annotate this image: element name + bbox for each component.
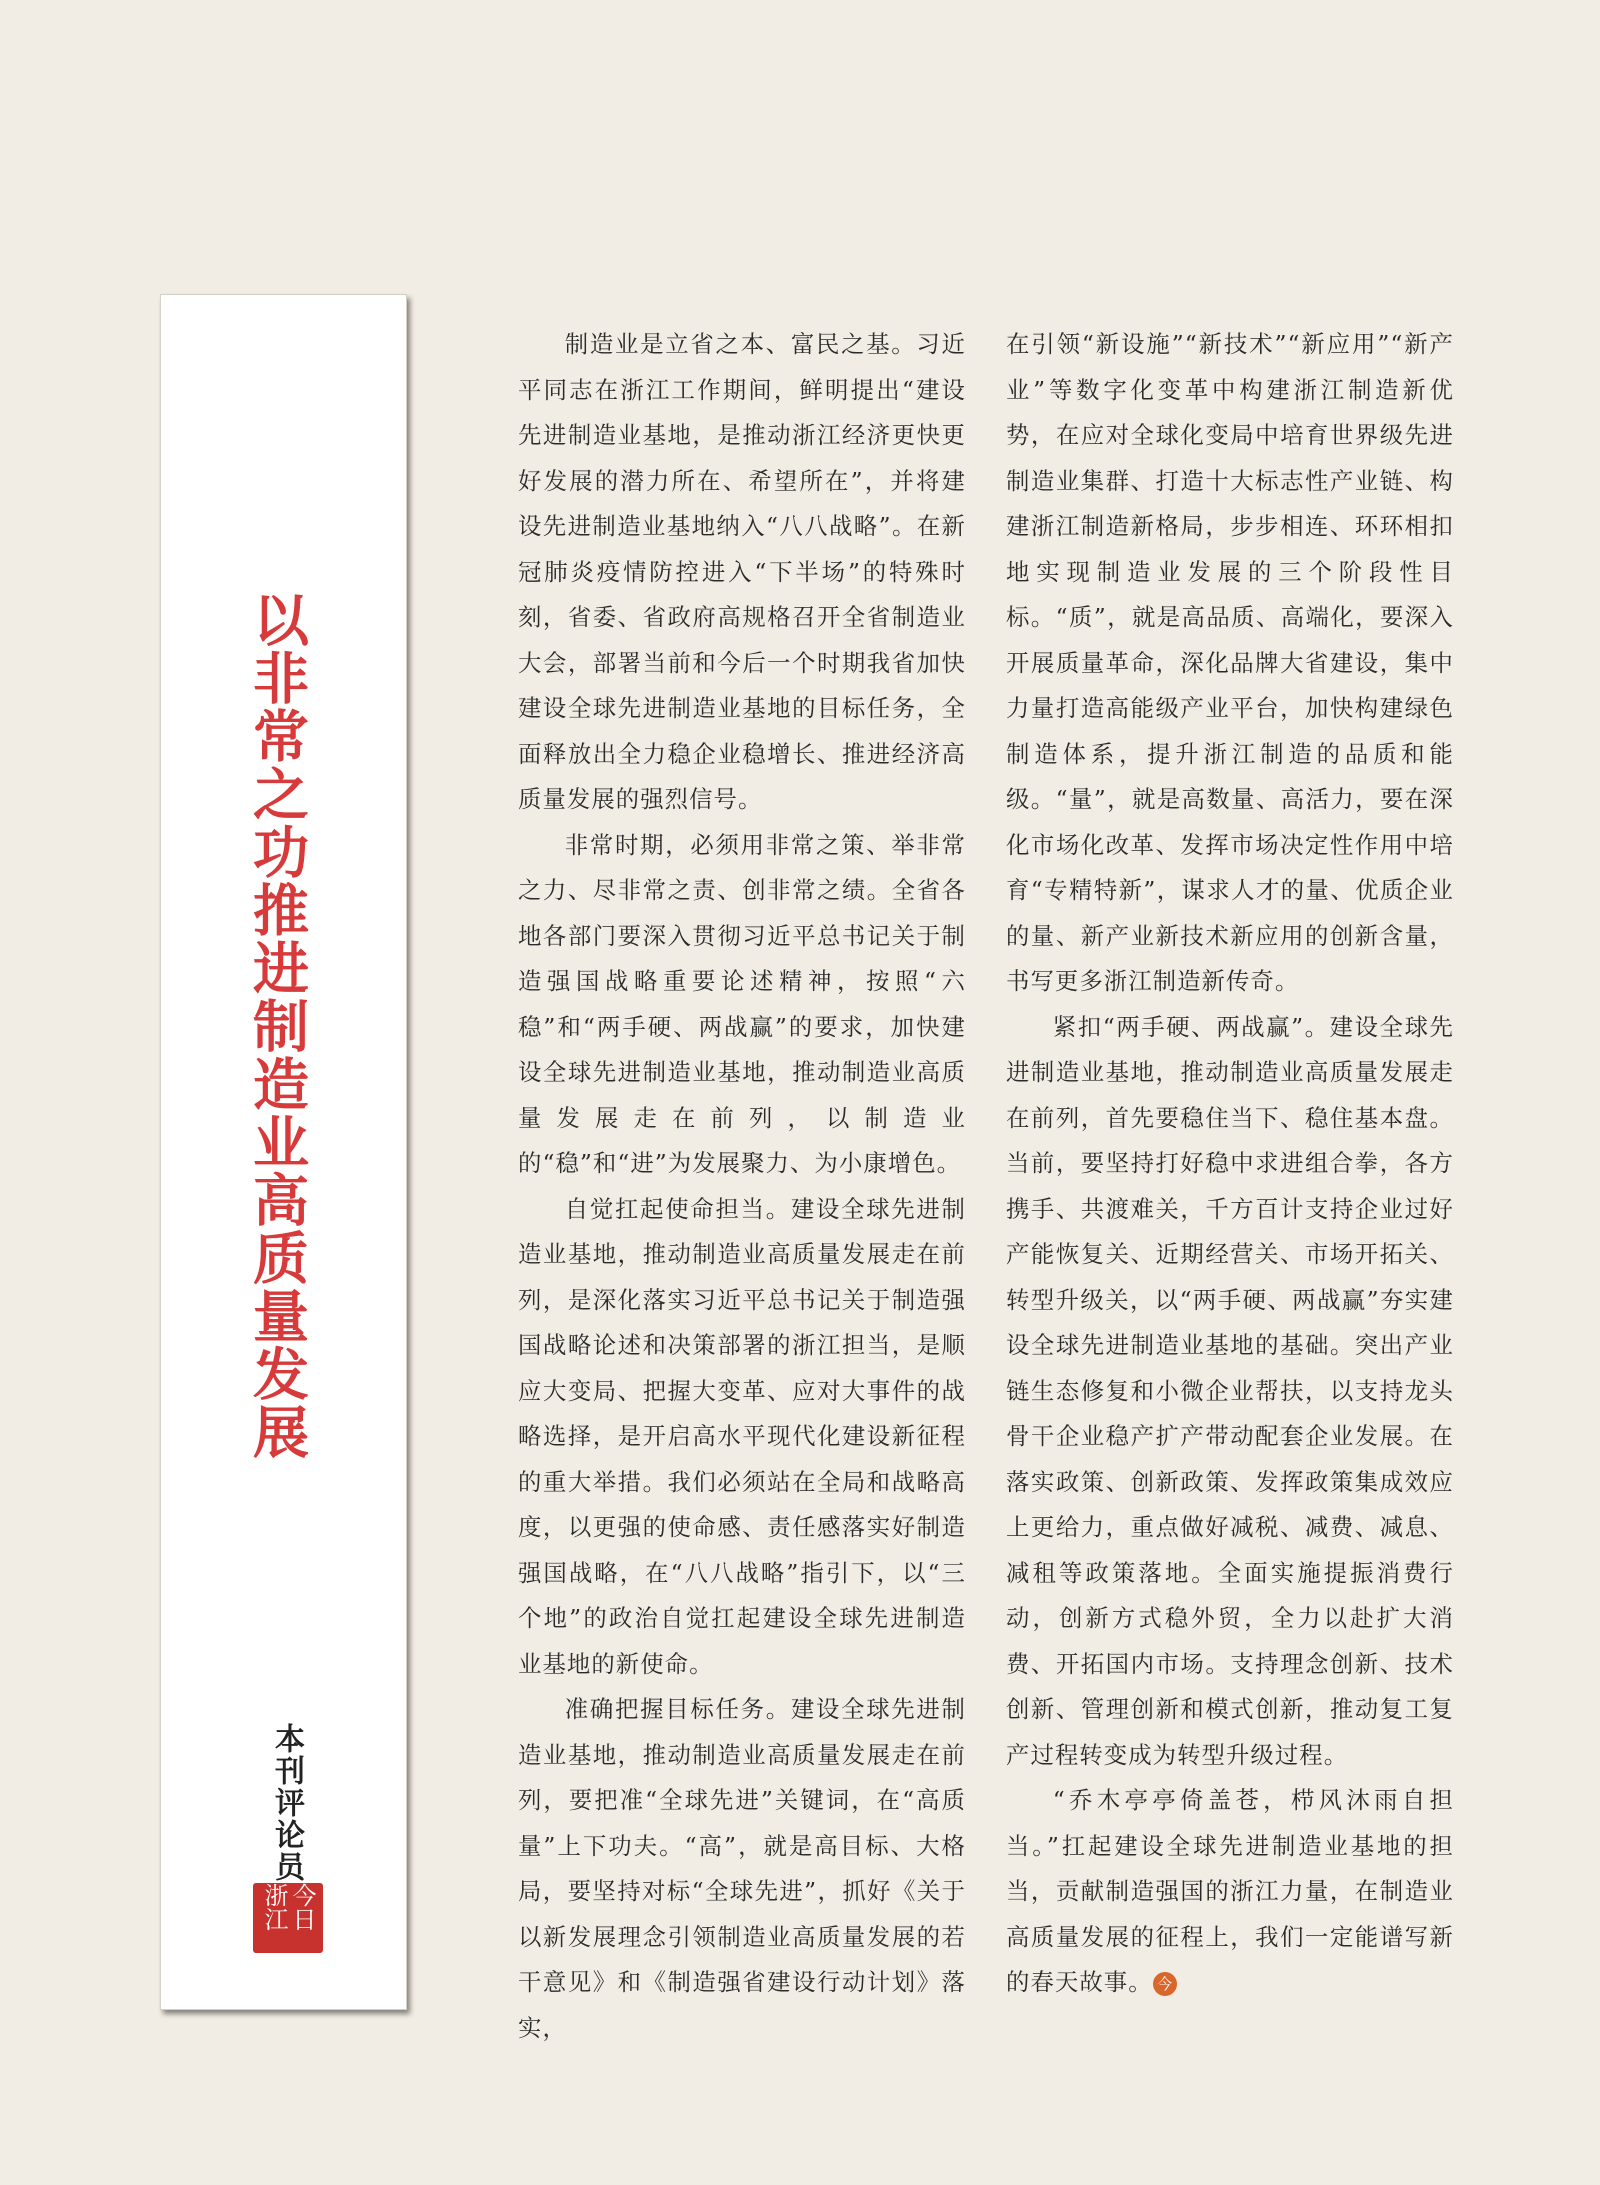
- title-sidebar: [160, 294, 407, 2010]
- author-byline: 本刊评论员: [269, 1723, 304, 1883]
- paragraph: 自觉扛起使命担当。建设全球先进制造业基地，推动制造业高质量发展走在前列，是深化落实习近平总书记关于制造强国战略论述和决策部署的浙江担当，是顺应大变局、把握大变革、应对大事件的战略选择，是开启高水平现代化建设新征程的重大举措。我们必须站在全局和战略高度，以更强的使命感、责任感落实好制造强国战略，在“八八战略”指引下，以“三个地”的政治自觉扛起建设全球先进制造业基地的新使命。: [518, 1194, 966, 1678]
- seal-stamp-icon: [253, 1883, 323, 1953]
- closing-text: “乔木亭亭倚盖苍，栉风沐雨自担当。”扛起建设全球先进制造业基地的担当，贡献制造强国的浙江力量，在制造业高质量发展的征程上，我们一定能谱写新的春天故事。: [1006, 1786, 1454, 1996]
- closing-paragraph: [1006, 1778, 1454, 2006]
- paragraph: 制造业是立省之本、富民之基。习近平同志在浙江工作期间，鲜明提出“建设先进制造业基地，是推动浙江经济更快更好发展的潜力所在、希望所在”，并将建设先进制造业基地纳入“八八战略”。在新冠肺炎疫情防控进入“下半场”的特殊时刻，省委、省政府高规格召开全省制造业大会，部署当前和今后一个时期我省加快建设全球先进制造业基地的目标任务，全面释放出全力稳企业稳增长、推进经济高质量发展的强烈信号。: [518, 330, 966, 813]
- paragraph: 准确把握目标任务。建设全球先进制造业基地，推动制造业高质量发展走在前列，要把准“全球先进”关键词，在“高质量”上下功夫。“高”，就是高目标、大格局，要坚持对标“全球先进”，抓好《关于以新发展理念引领制造业高质量发展的若干意见》和《制造强省建设行动计划》落实，: [518, 1695, 966, 2042]
- paragraph: 非常时期，必须用非常之策、举非常之力、尽非常之责、创非常之绩。全省各地各部门要深入贯彻习近平总书记关于制造强国战略重要论述精神，按照“六稳”和“两手硬、两战赢”的要求，加快建设全球先进制造业基地，推动制造业高质量发展走在前列，以制造业的“稳”和“进”为发展聚力、为小康增色。: [518, 830, 966, 1177]
- article-column-2: [1006, 322, 1454, 2006]
- article-column-1: [518, 322, 966, 2051]
- paragraph: 紧扣“两手硬、两战赢”。建设全球先进制造业基地，推动制造业高质量发展走在前列，首先要稳住当下、稳住基本盘。当前，要坚持打好稳中求进组合拳，各方携手、共渡难关，千方百计支持企业过好产能恢复关、近期经营关、市场开拓关、转型升级关，以“两手硬、两战赢”夯实建设全球先进制造业基地的基础。突出产业链生态修复和小微企业帮扶，以支持龙头骨干企业稳产扩产带动配套企业发展。在落实政策、创新政策、发挥政策集成效应上更给力，重点做好减税、减费、减息、减租等政策落地。全面实施提振消费行动，创新方式稳外贸，全力以赴扩大消费、开拓国内市场。支持理念创新、技术创新、管理创新和模式创新，推动复工复产过程转变成为转型升级过程。: [1006, 1012, 1454, 1769]
- end-mark-icon: 今: [1153, 1972, 1177, 1996]
- article-headline: 以非常之功推进制造业高质量发展: [244, 591, 309, 1461]
- paragraph-continued: 在引领“新设施”“新技术”“新应用”“新产业”等数字化变革中构建浙江制造新优势，在应对全球化变局中培育世界级先进制造业集群、打造十大标志性产业链、构建浙江制造新格局，步步相连、环环相扣地实现制造业发展的三个阶段性目标。“质”，就是高品质、高端化，要深入开展质量革命，深化品牌大省建设，集中力量打造高能级产业平台，加快构建绿色制造体系，提升浙江制造的品质和能级。“量”，就是高数量、高活力，要在深化市场化改革、发挥市场决定性作用中培育“专精特新”，谋求人才的量、优质企业的量、新产业新技术新应用的创新含量，书写更多浙江制造新传奇。: [1006, 330, 1454, 995]
- seal-text: 今日浙江: [260, 1883, 316, 1931]
